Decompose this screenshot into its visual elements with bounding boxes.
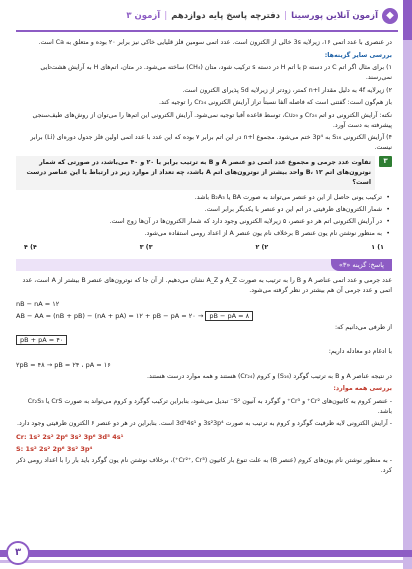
question-text: تفاوت عدد جرمی و مجموع عدد اتمی دو عنصر A و B به ترتیب برابر با ۲۰ و ۴۰ می‌باشد، در صورتی که شمار نوترون‌های اتم B، ۱۲ واحد بیشتر از نوترون‌های اتم A باشد، چه تعداد از موارد زیر در ارتباط با این عناصر درست است؟ [16,156,375,190]
brand [126,8,398,24]
paragraph: - به منظور نوشتن نام یون‌های کروم (عنصر B) به علت تنوع بار کاتیون (Cr²⁺, Cr³⁺)، برخلاف نوشتن نام یون گوگرد باید بار را با اعداد رومی ذکر کرد. [16,456,392,474]
paragraph: باز هم‌گون است: گفتنی است که فاصله آلفا نسبتاً تراز آرایش الکترونی Cr₂₄ را توجیه کند. [159,99,392,106]
paragraph: ۴) آرایش الکترونی S₁₆ به 3p⁴ ختم می‌شود. مجموع n+l در این اتم برابر ۷ بوده که این عدد با عدد اتمی اولین فلز جدول دوره‌ای (Li) برابر نیست. [30,134,392,151]
statement-list [16,193,392,239]
paragraph: ۲) زیرلایه 4f به دلیل مقدار n+l کمتر، زودتر از زیرلایه 5d پذیرای الکترون است. [182,86,392,94]
equation [16,311,392,321]
booklet-title: دفترچه پاسخ پایه دوازدهم [171,11,281,21]
note-paragraph: نکته: آرایش الکترونی دو اتم Cr₂₄ و Cu₂₉، توسط قاعده آفبا توجیه نمی‌شود. آرایش الکترونی این اتم‌ها را می‌توان از روش‌های طیف‌سنجی پیشرفته به دست آورد. [32,111,392,129]
paragraph: در عنصری با عدد اتمی ۱۶، زیرلایه 3s خالی از الکترون است. عدد اتمی سومین فلز قلیایی خاکی نیز برابر ۲۰ بوده و متعلق به Ca است. [38,39,392,46]
footer-bar-light [0,560,412,563]
brand-name: آزمون آنلاین پورسینا [291,11,378,21]
electron-configuration: S: 1s² 2s² 2p⁶ 3s² 3p⁴ [16,444,93,453]
equation: nB − nA = ۱۲ [16,299,60,308]
exam-number: آزمون ۳ [126,11,161,21]
page-footer [0,543,412,569]
side-rail [403,0,412,569]
section-heading: بررسی سایر گزینه‌ها: [324,51,392,59]
answer-bar [16,259,392,271]
page-number: ۳ [6,541,30,565]
question-block [16,156,392,190]
statement-item: • ترکیب یونی حاصل از این دو عنصر می‌تواند به صورت BA یا B₂A₃ باشد. [16,193,382,203]
statement-item: • به منظور نوشتن نام یون عنصر B برخلاف نام یون عنصر A از اعداد رومی استفاده می‌شود. [16,229,382,239]
boxed-result: pB − pA = ۸ [205,311,253,321]
question-number: ۳ [379,156,392,167]
option-2: ۲) ۲ [255,244,269,251]
paragraph: عدد جرمی و عدد اتمی عناصر A و B را به ترتیب به صورت A_Z و A_Z نشان می‌دهیم. از آن جا که نوترون‌های عنصر B بیشتر از A است، عدد اتمی و عدد جرمی آن هم بیشتر در نظر گرفته می‌شود. [22,277,392,294]
answer-badge: پاسخ: گزینه «۳» [331,259,392,271]
paragraph: از طرفی می‌دانیم که: [334,323,392,331]
answer-content [16,38,392,478]
equation-text: AB − AA = (nB + pB) − (nA + pA) = ۱۲ + pB − pA = ۲۰ → [16,311,204,320]
option-3: ۳) ۳ [139,244,153,251]
boxed-result: pB + pA = ۴۰ [16,335,67,345]
equation [16,335,392,345]
footer-bar [0,550,412,557]
header-separator: | [284,11,288,21]
paragraph: در نتیجه عناصر A و B به ترتیب گوگرد (S₁₆) و کروم (Cr₂₄) هستند و همه موارد درست هستند. [146,372,392,380]
paragraph: - عنصر کروم به کاتیون‌های Cr²⁺ و Cr³⁺ و گوگرد به آنیون S²⁻ تبدیل می‌شود، بنابراین ترکیب گوگرد و کروم می‌تواند به صورت CrS یا Cr₂S₃ باشد. [27,397,392,415]
answer-options [16,243,392,253]
paragraph: ۱) برای مثال اگر اتم C در دسته p با اتم H در دسته s ترکیب شود، متان (CH₄) ساخته می‌شود. در متان، اتم‌های H به آرایش هشت‌تایی نمی‌رسند. [40,64,392,81]
option-1: ۱) ۱ [371,244,384,251]
page-header [16,6,398,32]
side-rail-top [403,0,412,40]
equation: ۲pB = ۴۸ → pB = ۲۴ ، pA = ۱۶ [16,360,111,369]
statement-item: • در آرایش الکترونی اتم هر دو عنصر، ۵ زیرلایه الکترونی وجود دارد که شمار الکترون‌ها در آن‌ها زوج است. [16,217,382,227]
paragraph: - آرایش الکترونی لایه ظرفیت گوگرد و کروم به ترتیب به صورت 3s²3p⁴ و 3d⁵4s¹ است. بنابراین در هر دو عنصر ۶ الکترون ظرفیتی وجود دارد. [16,420,392,427]
statement-item: • شمار الکترون‌های ظرفیتی در اتم این دو عنصر با یکدیگر برابر است. [16,205,382,215]
section-heading: بررسی همه موارد: [333,385,392,392]
option-4: ۴) ۴ [24,244,37,251]
header-separator-2: | [164,11,168,21]
paragraph: با ادغام دو معادله داریم: [328,348,392,355]
brand-logo-icon: ◆ [382,8,398,24]
electron-configuration: Cr: 1s² 2s² 2p⁶ 3s² 3p⁶ 3d⁵ 4s¹ [16,432,124,441]
